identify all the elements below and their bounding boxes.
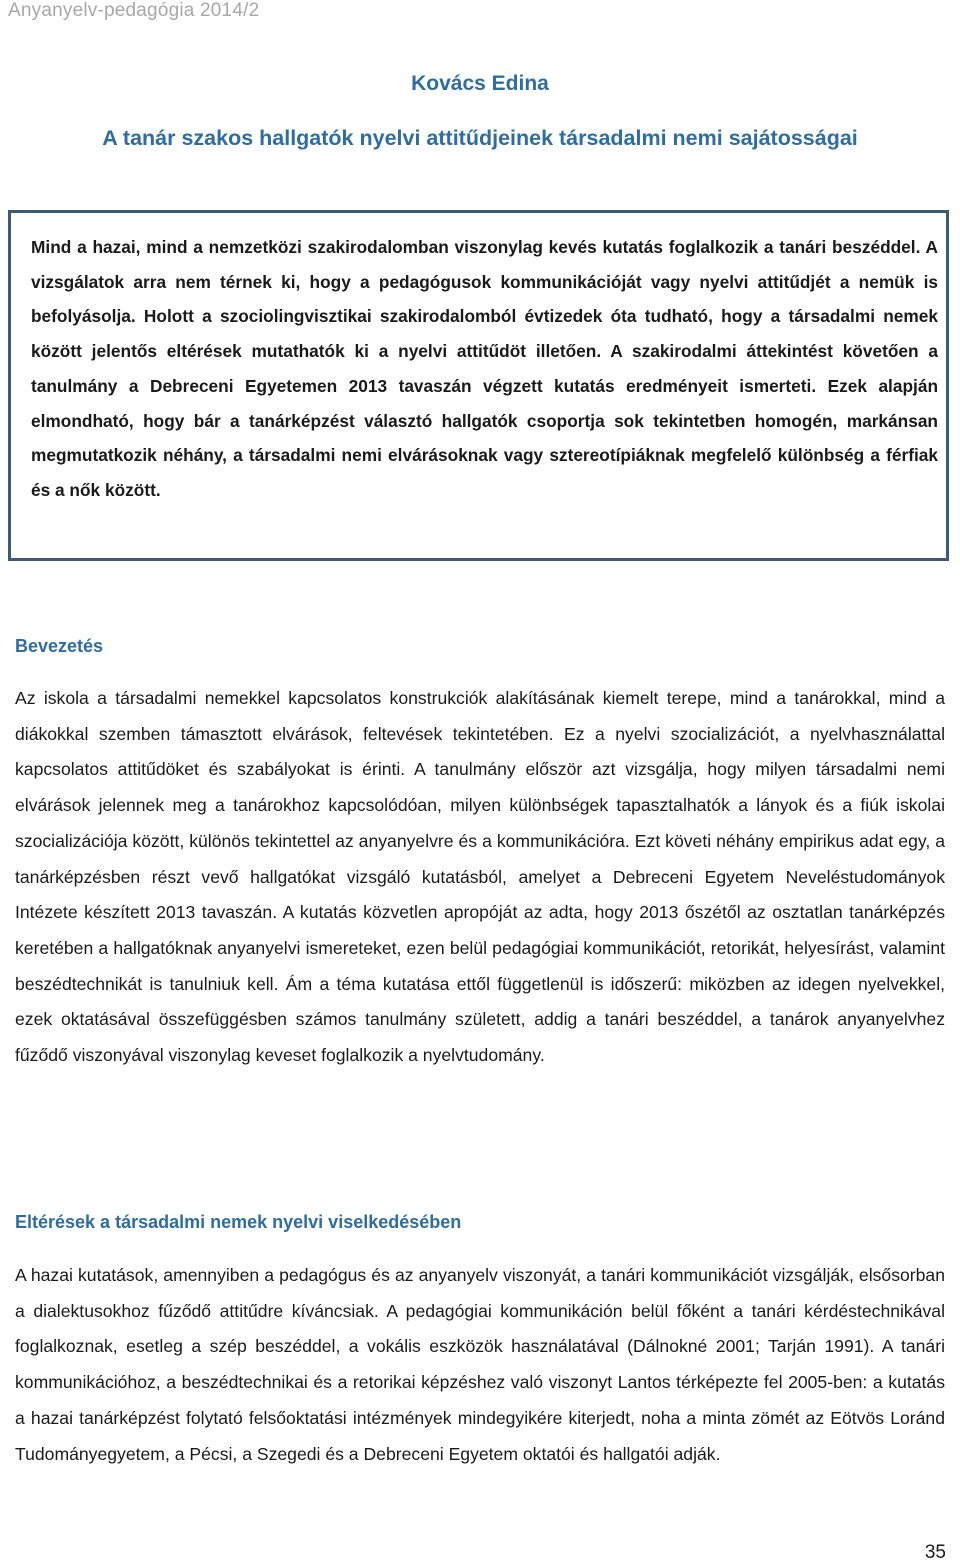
section-paragraph-differences: A hazai kutatások, amennyiben a pedagógus és az anyanyelv viszonyát, a tanári kommunikációt vizsgálják, elsősorban a dialektusokhoz fűződő attitűdre kíváncsiak. A pedagógiai kommunikáción belül főként a tanári kérdéstechnikával foglalkoznak, esetleg a szép beszéddel, a vokális eszközök használatával (Dálnokné 2001; Tarján 1991). A tanári kommunikációhoz, a beszédtechnikai és a retorikai képzéshez való viszonyt Lantos térképezte fel 2005-ben: a kutatás a hazai tanárképzést folytató felsőoktatási intézmények mindegyikére kiterjedt, noha a minta zömét az Eötvös Loránd Tudományegyetem, a Pécsi, a Szegedi és a Debreceni Egyetem oktatói és hallgatói adják. xyxy=(15,1265,945,1464)
running-header: Anyanyelv-pedagógia 2014/2 xyxy=(8,0,260,21)
section-heading-differences: Eltérések a társadalmi nemek nyelvi viselkedésében xyxy=(15,1212,462,1232)
abstract-box xyxy=(8,210,949,561)
section-paragraph-introduction: Az iskola a társadalmi nemekkel kapcsolatos konstrukciók alakításának kiemelt terepe, mind a tanárokkal, mind a diákokkal szemben támasztott elvárások, feltevések tekintetében. Ez a nyelvi szocializációt, a nyelvhasználattal kapcsolatos attitűdöket és szabályokat is érinti. A tanulmány először azt vizsgálja, hogy milyen társadalmi nemi elvárások jelennek meg a tanárokhoz kapcsolódóan, milyen különbségek tapasztalhatók a lányok és a fiúk iskolai szocializációja között, különös tekintettel az anyanyelvre és a kommunikációra. Ezt követi néhány empirikus adat egy, a tanárképzésben részt vevő hallgatókat vizsgáló kutatásból, amelyet a Debreceni Egyetem Neveléstudományok Intézete készített 2013 tavaszán. A kutatás közvetlen apropóját az adta, hogy 2013 őszétől az osztatlan tanárképzés keretében a hallgatóknak anyanyelvi ismereteket, ezen belül pedagógiai kommunikációt, retorikát, helyesírást, valamint beszédtechnikát is tanulniuk kell. Ám a téma kutatása ettől függetlenül is időszerű: miközben az idegen nyelvekkel, ezek oktatásával összefüggésben számos tanulmány született, addig a tanári beszéddel, a tanárok anyanyelvhez fűződő viszonyával viszonylag keveset foglalkozik a nyelvtudomány. xyxy=(15,688,945,1066)
article-author: Kovács Edina xyxy=(411,72,549,95)
article-title: A tanár szakos hallgatók nyelvi attitűdjeinek társadalmi nemi sajátosságai xyxy=(102,126,858,150)
abstract-text: Mind a hazai, mind a nemzetközi szakirodalomban viszonylag kevés kutatás foglalkozik a tanári beszéddel. A vizsgálatok arra nem térnek ki, hogy a pedagógusok kommunikációját vagy nyelvi attitűdjét a nemük is befolyásolja. Holott a szociolingvisztikai szakirodalomból évtizedek óta tudható, hogy a társadalmi nemek között jelentős eltérések mutathatók ki a nyelvi attitűdöt illetően. A szakirodalmi áttekintést követően a tanulmány a Debreceni Egyetemen 2013 tavaszán végzett kutatás eredményeit ismerteti. Ezek alapján elmondható, hogy bár a tanárképzést választó hallgatók csoportja sok tekintetben homogén, markánsan megmutatkozik néhány, a társadalmi nemi elvárásoknak vagy sztereotípiáknak megfelelő különbség a férfiak és a nők között. xyxy=(31,237,938,500)
page-number: 35 xyxy=(924,1542,946,1563)
section-heading-introduction: Bevezetés xyxy=(15,636,104,656)
